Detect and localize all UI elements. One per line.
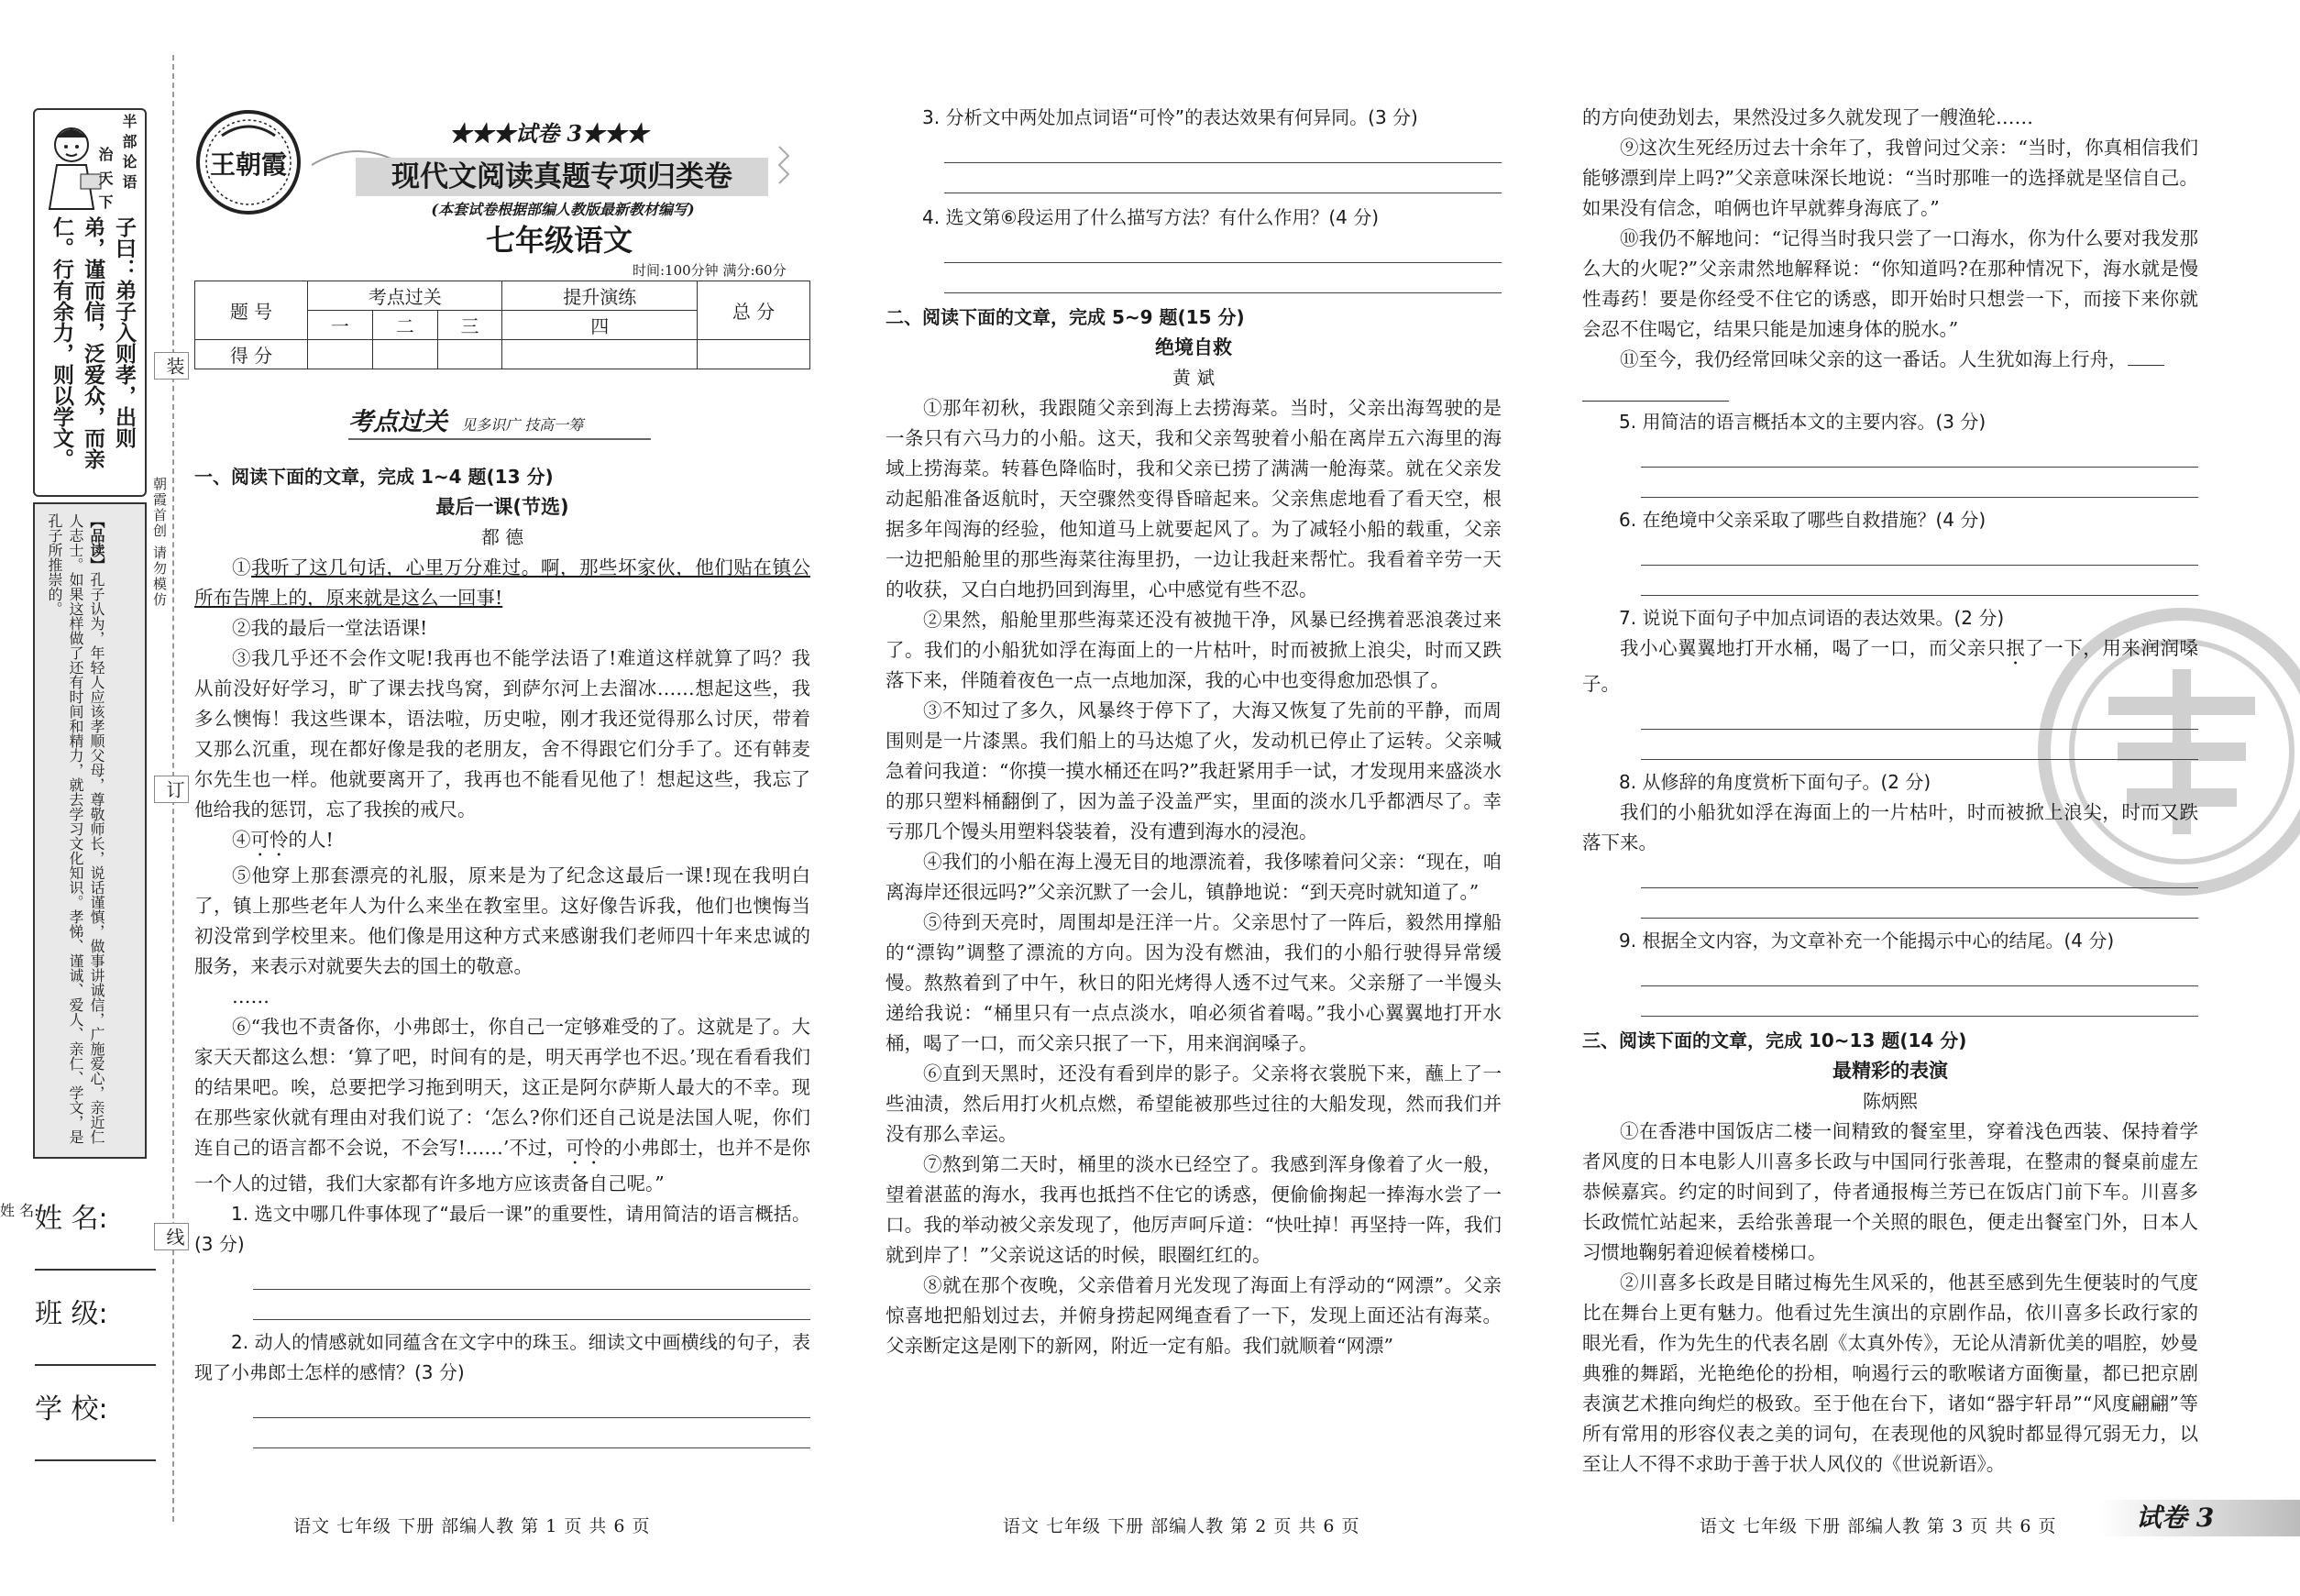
article-1-author: 都 德 [480,526,524,548]
grade-title: 七年级语文 [485,223,633,258]
section-3-heading: 三、阅读下面的文章，完成 10~13 题(14 分) [1582,1029,1967,1051]
table-head-tisheng: 提升演练 [502,281,698,311]
question-4: 4. 选文第⑥段运用了什么描写方法？有什么作用？(4 分) [922,206,1380,228]
motto-vertical-2: 治天下 [96,147,114,218]
a2-para-3: ③不知过了多久，风暴终于停下了，大海又恢复了先前的平静，而周围则是一片漆黑。我们船上的马达熄了火，发动机已停止了运转。父亲喊急着问我道：“你摸一摸水桶还在吗?”我赶紧用手一试，才发现用来盛淡水的那只塑料桶翻倒了，因为盖子没盖严实，里面的淡水几乎都洒尽了。幸亏那几个馒头用塑料袋装着，没有遭到海水的浸泡。 [886,699,1502,842]
question-6: 6. 在绝境中父亲采取了哪些自救措施？(4 分) [1619,509,1986,531]
answer-line[interactable] [1641,858,2198,888]
table-col-1: 一 [308,311,373,340]
article-3-author: 陈炳熙 [1863,1090,1918,1112]
field-class-line[interactable] [35,1364,156,1366]
blank-line[interactable] [1582,375,1729,402]
motto-vertical: 半部论语 [120,114,138,194]
a1-para-3: ③我几乎还不会作文呢!我再也不能学法语了!难道这样就算了吗？我从前没好好学习，旷了课去找鸟窝，到萨尔河上去溜冰……想起这些，我多么懊悔！我这些课本，语法啦，历史啦，刚才我还觉得那么讨厌，带着又那么沉重，现在都好像是我的老朋友，舍不得跟它们分手了。还有韩麦尔先生也一样。他就要离开了，我再也不能看见他了！想起这些，我忘了他给我的惩罚，忘了我挨的戒尺。 [194,647,810,820]
a2-para-5: ⑤待到天亮时，周围却是汪洋一片。父亲思忖了一阵后，毅然用撑船的“漂钩”调整了漂流的方向。因为没有燃油，我们的小船行驶得异常缓慢。熬熬着到了中午，秋日的阳光烤得人透不过气来。父亲掰了一半馒头递给我说：“桶里只有一点点淡水，咱必须省着喝。”我小心翼翼地打开水桶，喝了一口，而父亲只抿了一下，用来润润嗓子。 [886,911,1502,1054]
field-school-label: 学 校: [35,1393,108,1425]
score-cell-2[interactable] [372,340,437,369]
answer-line[interactable] [1641,730,2198,760]
answer-line[interactable] [1641,437,2198,468]
answer-line[interactable] [1641,566,2198,596]
article-2-title: 绝境自救 [1155,336,1232,358]
score-table [194,281,810,369]
a3-para-2: ②川喜多长政是目睹过梅先生风采的，他甚至感到先生便装时的气度比在舞台上更有魅力。他看过先生演出的京剧作品，依川喜多长政行家的眼光看，作为先生的代表名剧《太真外传》，无论从清新优美的唱腔，妙曼典雅的舞蹈，光艳绝伦的扮相，响遏行云的歌喉诸方面衡量，都已把京剧表演艺术推向绚烂的极致。至于他在台下，诸如“器宇轩昂”“风度翩翩”等所有常用的形容仪表之美的词句，在表现他的风貌时都显得冗弱无力，以至让人不得不求助于善于状人风仪的《世说新语》。 [1582,1271,2198,1475]
field-class-label: 班 级: [35,1298,108,1330]
binding-margin [0,0,170,1596]
a2-para-10: ⑩我仍不解地问：“记得当时我只尝了一口海水，你为什么要对我发那么大的火呢?”父亲肃然地解释说：“你知道吗?在那种情况下，海水就是慢性毒药！要是你经受不住它的诱惑，即开始时只想尝一下，而接下来你就会忍不住喝它，结果只能是加速身体的脱水。” [1582,227,2198,340]
a2-para-8-cont: 的方向使劲划去，果然没过多久就发现了一艘渔轮…… [1582,106,2033,128]
paper-title: 现代文阅读真题专项归类卷 [391,160,732,193]
answer-line[interactable] [1641,956,2198,986]
field-school-line[interactable] [35,1459,156,1461]
brand-logo [194,108,303,216]
question-5: 5. 用简洁的语言概括本文的主要内容。(3 分) [1619,411,1986,433]
table-head-kaodian: 考点过关 [308,281,502,311]
a2-para-6: ⑥直到天黑时，还没有看到岸的影子。父亲将衣裳脱下来，蘸上了一些油渍，然后用打火机点燃，希望能被那些过往的大船发现，然而我们并没有那么幸运。 [886,1062,1502,1145]
a1-para-1: ①我听了这几句话，心里万分难过。啊，那些坏家伙，他们贴在镇公所布告牌上的，原来就是这么一回事! [194,556,811,609]
score-cell-1[interactable] [308,340,373,369]
logo-text: 王朝霞 [209,149,287,180]
column-1 [194,462,810,1448]
answer-line[interactable] [1641,535,2198,566]
a2-para-11: ⑪至今，我仍经常回味父亲的这一番话。人生犹如海上行舟， [1582,345,2198,375]
field-name-label: 姓 名: [0,1202,39,1219]
answer-line[interactable] [253,1290,810,1320]
answer-line[interactable] [1641,888,2198,919]
cut-label-2: 订 [154,776,189,803]
brand-vertical: 朝霞首创 请勿模仿 [151,477,168,608]
banner-underline [348,438,651,440]
q8-sentence: 我们的小船犹如浮在海面上的一片枯叶，时而被掀上浪尖，时而又跌落下来。 [1582,801,2198,853]
a3-para-1: ①在香港中国饭店二楼一间精致的餐室里，穿着浅色西装、保持着学者风度的日本电影人川喜多长政与中国同行张善琨，在整肃的餐桌前虚左恭候嘉宾。约定的时间到了，侍者通报梅兰芳已在饭店门前下车。川喜多长政慌忙站起来，丢给张善琨一个关照的眼色，便走出餐室门外，日本人习惯地鞠躬着迎候着楼梯口。 [1582,1120,2198,1263]
a1-ellipsis: …… [232,985,270,1007]
confucius-quote: 子曰：弟子入则孝，出则弟，谨而信，泛爱众，而亲仁。行有余力，则以学文。 [50,216,136,469]
answer-line[interactable] [253,1388,810,1418]
time-score: 时间:100分钟 满分:60分 [633,262,787,279]
a2-para-8: ⑧就在那个夜晚，父亲借着月光发现了海面上有浮动的“网漂”。父亲惊喜地把船划过去，并俯身捞起网绳查看了一下，发现上面还沾有海菜。父亲断定这是刚下的新网，附近一定有船。我们就顺着“网漂” [886,1274,1502,1357]
question-1: 1. 选文中哪几件事体现了“最后一课”的重要性，请用简洁的语言概括。(3 分) [194,1203,810,1255]
a1-para-2: ②我的最后一堂法语课! [232,617,428,639]
pindu-text: 【品读】孔子认为，年轻人应该孝顺父母，尊敬师长，说话谨慎，做事讲诚信，广施爱心，亲近仁人志士。如果这样做了还有时间和精力，就去学习文化知识。孝悌、谨诚、爱人、亲仁、学文，是孔子所推崇的。 [46,513,105,1144]
score-cell-total[interactable] [698,340,810,369]
banner-title: 考点过关 [348,408,447,436]
footer-page-1: 语文 七年级 下册 部编人教 第 1 页 共 6 页 [293,1516,651,1536]
section-2-heading: 二、阅读下面的文章，完成 5~9 题(15 分) [886,306,1245,328]
paper-subtitle: (本套试卷根据部编人教版最新教材编写) [431,201,695,218]
answer-line[interactable] [944,133,1502,163]
a2-para-2: ②果然，船舱里那些海菜还没有被抛干净，风暴已经携着恶浪袭过来了。我们的小船犹如浮在海面上的一片枯叶，时而被掀上浪尖，时而又跌落下来，伴随着夜色一点一点地加深，我的心中也变得愈加恐惧了。 [886,609,1502,691]
score-cell-3[interactable] [437,340,502,369]
answer-line[interactable] [944,233,1502,263]
footer-page-3: 语文 七年级 下册 部编人教 第 3 页 共 6 页 [1700,1516,2057,1536]
answer-line[interactable] [944,263,1502,293]
a2-para-9: ⑨这次生死经历过去十余年了，我曾问过父亲：“当时，你真相信我们能够漂到岸上吗?”父亲意味深长地说：“当时那唯一的选择就是坚信自己。如果没有信念，咱俩也许早就葬身海底了。” [1582,137,2198,219]
article-3-title: 最精彩的表演 [1832,1060,1948,1082]
field-name-label: 姓 名: [35,1203,108,1235]
answer-line[interactable] [1641,468,2198,498]
banner-subtitle: 见多识广 技高一筹 [461,416,584,434]
question-3: 3. 分析文中两处加点词语“可怜”的表达效果有何异同。(3 分) [922,106,1418,128]
answer-line[interactable] [253,1260,810,1290]
q7-sentence: 我小心翼翼地打开水桶，喝了一口，而父亲只抿了一下，用来润润嗓子。 [1582,637,2199,695]
section-banner [348,402,660,438]
score-cell-4[interactable] [502,340,698,369]
answer-line[interactable] [253,1418,810,1448]
a1-para-6: ⑥“我也不责备你，小弗郎士，你自己一定够难受的了。这就是了。大家天天都这么想：‘算了吧，时间有的是，明天再学也不迟。’现在看看我们的结果吧。唉，总要把学习拖到明天，这正是阿尔萨斯人最大的不幸。现在那些家伙就有理由对我们说了：‘怎么?你们还自己说是法国人呢，你们连自己的语言都不会说，不会写!……’不过，可怜的小弗郎士，也并不是你一个人的过错，我们大家都有许多地方应该责备自己呢。” [194,1016,811,1194]
article-2-author: 黄 斌 [1172,367,1216,389]
cut-label-3: 线 [154,1223,189,1250]
a2-para-7: ⑦熬到第二天时，桶里的淡水已经空了。我感到浑身像着了火一般，望着湛蓝的海水，我再也抵挡不住它的诱惑，便偷偷掬起一捧海水尝了一口。我的举动被父亲发现了，他厉声呵斥道：“快吐掉！再坚持一阵，我们就到岸了！”父亲说这话的时候，眼圈红红的。 [886,1153,1502,1266]
table-head-total: 总 分 [698,281,810,340]
paper-number: ★★★试卷 3★★★ [449,120,649,147]
footer-tag: 试卷 3 [2136,1502,2215,1533]
a1-para-5: ⑤他穿上那套漂亮的礼服，原来是为了纪念这最后一课!现在我明白了，镇上那些老年人为什么来坐在教室里。这好像告诉我，他们也懊悔当初没常到学校里来。他们像是用这种方式来感谢我们老师四十年来忠诚的服务，来表示对就要失去的国土的敬意。 [194,864,810,977]
table-head-question: 题 号 [195,281,308,340]
answer-line[interactable] [1641,699,2198,730]
question-2: 2. 动人的情感就如同蕴含在文字中的珠玉。细读文中画横线的句子，表现了小弗郎士怎样的感情？(3 分) [194,1331,810,1383]
answer-line[interactable] [1641,986,2198,1017]
article-1-title: 最后一课(节选) [435,496,569,518]
table-col-4: 四 [502,311,698,340]
a1-para-4: ④可怜的人! [232,829,334,851]
question-7: 7. 说说下面句子中加点词语的表达效果。(2 分) [1619,607,2005,629]
column-2 [886,103,1502,1361]
footer-page-2: 语文 七年级 下册 部编人教 第 2 页 共 6 页 [1003,1516,1360,1536]
question-9: 9. 根据全文内容，为文章补充一个能揭示中心的结尾。(4 分) [1619,930,2115,952]
table-col-2: 二 [372,311,437,340]
question-8: 8. 从修辞的角度赏析下面句子。(2 分) [1619,771,1931,793]
section-1-heading: 一、阅读下面的文章，完成 1~4 题(13 分) [194,466,554,488]
table-col-3: 三 [437,311,502,340]
column-3 [1582,103,2198,1480]
a2-para-1: ①那年初秋，我跟随父亲到海上去捞海菜。当时，父亲出海驾驶的是一条只有六马力的小船。这天，我和父亲驾驶着小船在离岸五六海里的海域上捞海菜。转暮色降临时，我和父亲已捞了满满一舱海菜。就在父亲发动起船准备返航时，天空骤然变得昏暗起来。父亲焦虑地看了看天空，根据多年闯海的经验，他知道马上就要起风了。为了减轻小船的载重，父亲一边把船舱里的那些海菜往海里扔，一边让我赶来帮忙。我看着辛劳一天的收获，又白白地扔回到海里，心中感觉有些不忍。 [886,397,1502,600]
a2-para-4: ④我们的小船在海上漫无目的地漂流着，我侈嗦着问父亲：“现在，咱离海岸还很远吗?”父亲沉默了一会儿，镇静地说：“到天亮时就知道了。” [886,851,1502,903]
field-name-line[interactable] [35,1269,156,1271]
table-row-score: 得 分 [195,340,308,369]
answer-line[interactable] [944,163,1502,193]
cut-label-1: 装 [154,352,189,380]
